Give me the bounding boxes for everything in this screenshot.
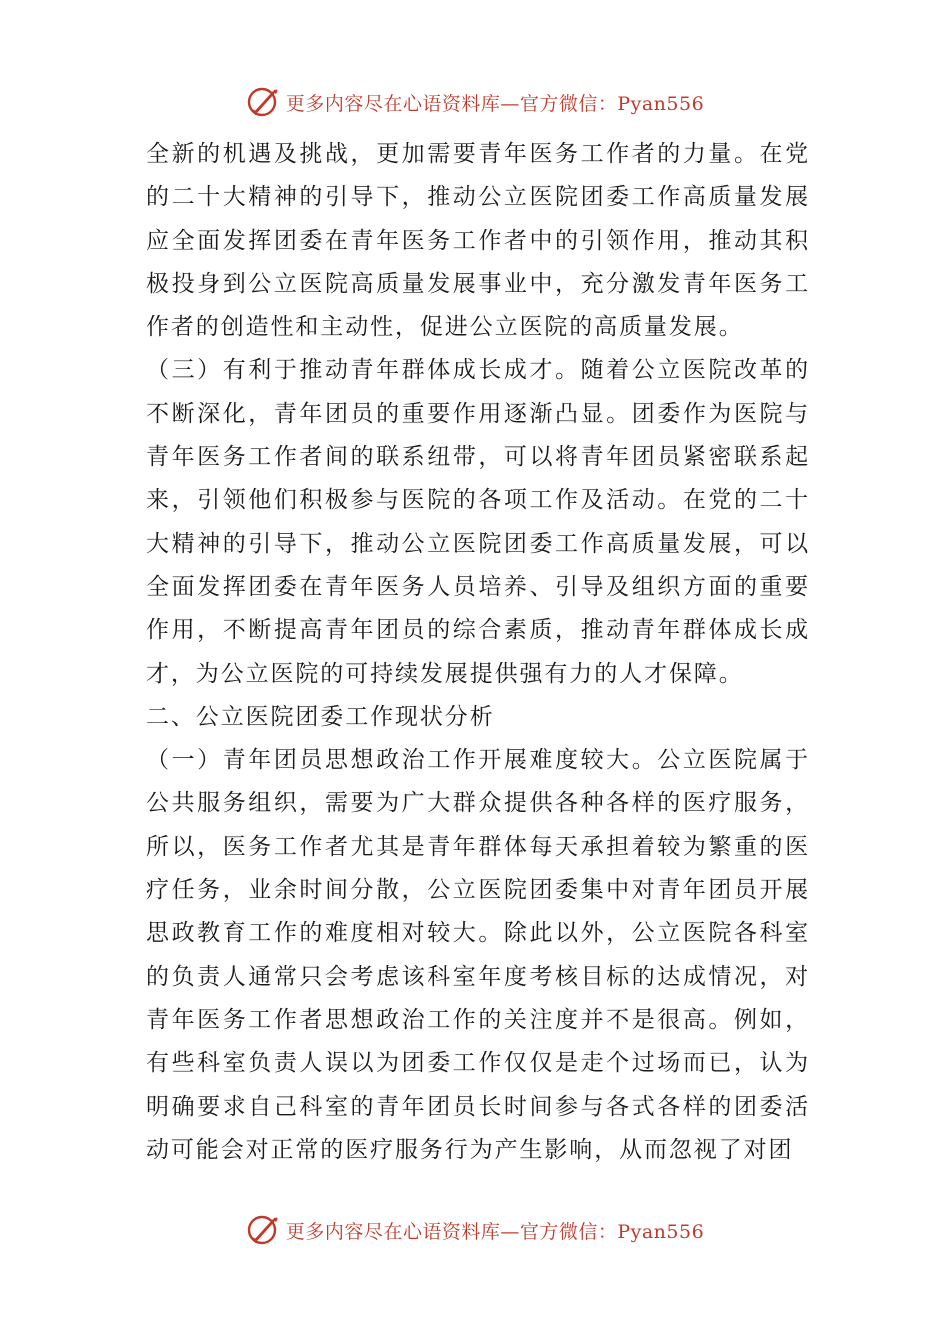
quill-pen-logo-icon (246, 1213, 280, 1247)
quill-pen-logo-icon (246, 85, 280, 119)
header-banner-text: 更多内容尽在心语资料库—官方微信：Pyan556 (285, 92, 705, 115)
section-heading: 二、公立医院团委工作现状分析 (146, 703, 495, 730)
footer-banner (0, 1210, 950, 1250)
body-paragraph-2: （三）有利于推动青年群体成长成才。随着公立医院改革的不断深化，青年团员的重要作用逐渐凸显。团委作为医院与青年医务工作者间的联系纽带，可以将青年团员紧密联系起来，引领他们积极参与医院的各项工作及活动。在党的二十大精神的引导下，推动公立医院团委工作高质量发展，可以全面发挥团委在青年医务人员培养、引导及组织方面的重要作用，不断提高青年团员的综合素质，推动青年群体成长成才，为公立医院的可持续发展提供强有力的人才保障。 (146, 357, 810, 687)
body-paragraph-1: 全新的机遇及挑战，更加需要青年医务工作者的力量。在党的二十大精神的引导下，推动公立医院团委工作高质量发展应全面发挥团委在青年医务工作者中的引领作用，推动其积极投身到公立医院高质量发展事业中，充分激发青年医务工作者的创造性和主动性，促进公立医院的高质量发展。 (146, 141, 810, 341)
header-banner (0, 82, 950, 122)
document-body (146, 133, 810, 1172)
footer-banner-text: 更多内容尽在心语资料库—官方微信：Pyan556 (285, 1220, 705, 1243)
body-paragraph-3: （一）青年团员思想政治工作开展难度较大。公立医院属于公共服务组织，需要为广大群众提供各种各样的医疗服务，所以，医务工作者尤其是青年群体每天承担着较为繁重的医疗任务，业余时间分散，公立医院团委集中对青年团员开展思政教育工作的难度相对较大。除此以外，公立医院各科室的负责人通常只会考虑该科室年度考核目标的达成情况，对青年医务工作者思想政治工作的关注度并不是很高。例如，有些科室负责人误以为团委工作仅仅是走个过场而已，认为明确要求自己科室的青年团员长时间参与各式各样的团委活动可能会对正常的医疗服务行为产生影响，从而忽视了对团 (146, 747, 810, 1163)
